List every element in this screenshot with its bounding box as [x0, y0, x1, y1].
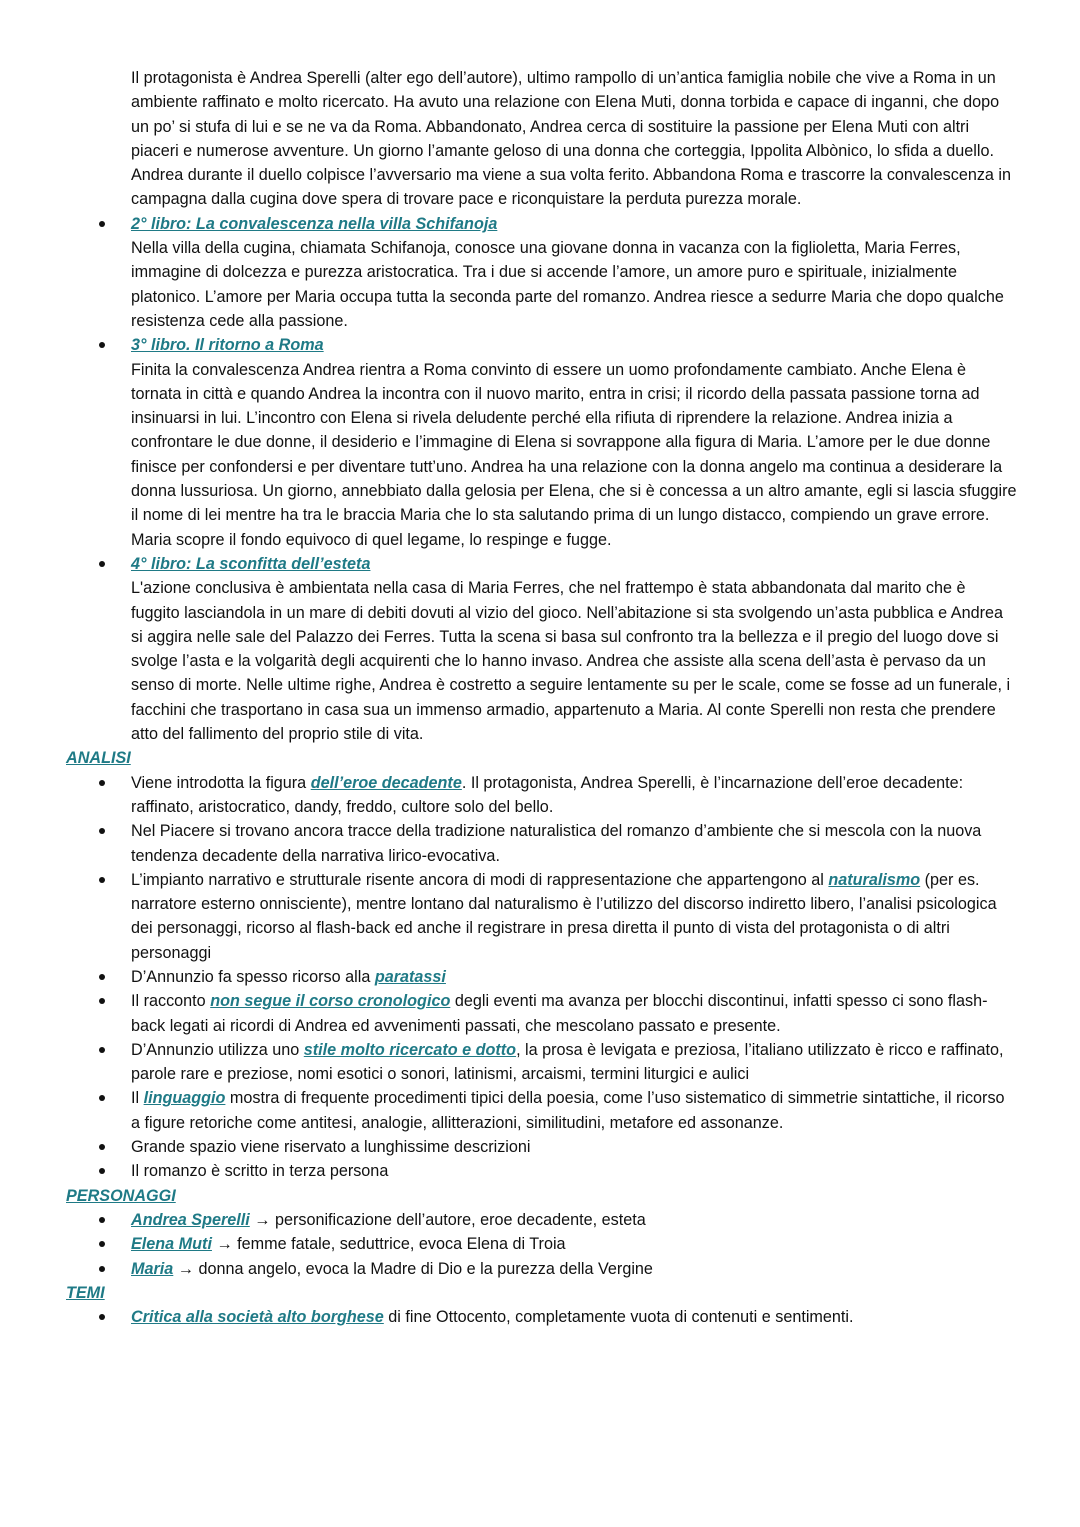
item-text: di fine Ottocento, completamente vuota di contenuti e sentimenti.	[383, 1308, 854, 1327]
list-item	[131, 1159, 1018, 1183]
keyword: Critica alla società alto borghese	[131, 1308, 384, 1327]
item-text: → femme fatale, seduttrice, evoca Elena di Troia	[211, 1235, 566, 1254]
item-text: Il romanzo è scritto in terza persona	[131, 1162, 389, 1181]
item-text: → personificazione dell’autore, eroe decadente, esteta	[249, 1210, 646, 1229]
list-item	[131, 1135, 1018, 1159]
item-text: (per es. narratore esterno onnisciente), mentre lontano dal naturalismo è l’utilizzo del discorso indiretto libero, l’analisi psicologica dei personaggi, ricorso al flash-back ed anche il registrare in presa diretta il punto di vista del protagonista o di altri personaggi	[131, 870, 997, 962]
keyword: Elena Muti	[131, 1235, 212, 1254]
book-item	[131, 333, 1018, 552]
item-text: → donna angelo, evoca la Madre di Dio e la purezza della Vergine	[173, 1259, 653, 1278]
book-title: 2° libro: La convalescenza nella villa Schifanoja	[131, 214, 498, 233]
keyword: dell’eroe decadente	[310, 773, 462, 792]
item-text: Viene introdotta la figura	[131, 773, 311, 792]
keyword: linguaggio	[143, 1089, 226, 1108]
temi-heading: TEMI	[66, 1283, 105, 1302]
temi-list	[0, 1305, 1080, 1329]
keyword: paratassi	[374, 967, 446, 986]
book-item	[131, 212, 1018, 333]
analisi-heading: ANALISI	[66, 749, 131, 768]
book-text: L'azione conclusiva è ambientata nella casa di Maria Ferres, che nel frattempo è stata abbandonata dal marito che è fuggito lasciandola in un mare di debiti dovuti al vizio del gioco. Nell’abitazione si sta svolgendo un’asta pubblica e Andrea si aggira nelle sale del Palazzo dei Ferres. Tutta la scena si basa sul confronto tra la bellezza e il pregio del luogo dove si svolge l’asta e la volgarità degli acquirenti che lo hanno invaso. Andrea che assiste alla scena dell’asta è pervaso da un senso di morte. Nelle ultime righe, Andrea è costretto a seguire lentamente su per le scale, come se fosse ad un funerale, i facchini che trasportano in casa sua un immenso armadio, appartenuto a Maria. Al conte Sperelli non resta che prendere atto del fallimento del proprio stile di vita.	[131, 579, 1011, 744]
keyword: naturalismo	[828, 870, 921, 889]
list-item	[131, 965, 1018, 989]
list-item	[131, 1305, 1018, 1329]
list-item	[131, 1208, 1018, 1232]
item-text: mostra di frequente procedimenti tipici della poesia, come l’uso sistematico di simmetrie sintattiche, il ricorso a figure retoriche come antitesi, analogie, allitterazioni, similitudini, metafore ed assonanze.	[131, 1089, 1005, 1132]
item-text: L’impianto narrativo e strutturale risente ancora di modi di rappresentazione che appartengono al	[131, 870, 829, 889]
list-item	[131, 1257, 1018, 1281]
item-text: Il	[131, 1089, 144, 1108]
book-title: 4° libro: La sconfitta dell’esteta	[131, 554, 371, 573]
book-text: Nella villa della cugina, chiamata Schifanoja, conosce una giovane donna in vacanza con la figlioletta, Maria Ferres, immagine di dolcezza e purezza aristocratica. Tra i due si accende l’amore, un amore puro e spirituale, inizialmente platonico. L’amore per Maria occupa tutta la seconda parte del romanzo. Andrea riesce a sedurre Maria che dopo qualche resistenza cede alla passione.	[131, 239, 1004, 330]
item-text: D’Annunzio fa spesso ricorso alla	[131, 967, 375, 986]
item-text: Il racconto	[131, 992, 211, 1011]
book-item	[131, 552, 1018, 746]
keyword: Maria	[131, 1259, 174, 1278]
list-item	[131, 868, 1018, 965]
list-item	[131, 819, 1018, 868]
keyword: non segue il corso cronologico	[210, 992, 451, 1011]
intro-paragraph: Il protagonista è Andrea Sperelli (alter ego dell’autore), ultimo rampollo di un’antica famiglia nobile che vive a Roma in un ambiente raffinato e molto ricercato. Ha avuto una relazione con Elena Muti, donna torbida e capace di inganni, che dopo un po’ si stufa di lui e se ne va da Roma. Abbandonato, Andrea cerca di sostituire la passione per Elena Muti con altri piaceri e numerose avventure. Un giorno l’amante geloso di una donna che corteggia, Ippolita Albònico, lo sfida a duello. Andrea durante il duello colpisce l’avversario ma viene a sua volta ferito. Abbandona Roma e trascorre la convalescenza in campagna dalla cugina dove spera di trovare pace e riconquistare la perduta purezza morale.	[131, 69, 1012, 209]
keyword: stile molto ricercato e dotto	[303, 1040, 517, 1059]
item-text: . Il protagonista, Andrea Sperelli, è l’incarnazione dell’eroe decadente: raffinato, aristocratico, dandy, freddo, cultore solo del bello.	[131, 773, 964, 816]
document-page	[0, 66, 1080, 1329]
list-item	[131, 771, 1018, 820]
item-text: D’Annunzio utilizza uno	[131, 1040, 304, 1059]
personaggi-list	[0, 1208, 1080, 1281]
analisi-list	[0, 771, 1080, 1184]
list-item	[131, 989, 1018, 1038]
item-text: , la prosa è levigata e preziosa, l’italiano utilizzato è ricco e raffinato, parole rare e preziose, nomi esotici o sonori, latinismi, arcaismi, termini liturgici e aulici	[131, 1040, 1004, 1084]
list-item	[131, 1038, 1018, 1087]
personaggi-heading: PERSONAGGI	[66, 1186, 176, 1205]
list-item	[131, 1232, 1018, 1256]
list-item	[131, 1086, 1018, 1135]
item-text: Grande spazio viene riservato a lunghissime descrizioni	[131, 1138, 531, 1157]
item-text: Nel Piacere si trovano ancora tracce della tradizione naturalistica del romanzo d’ambiente che si mescola con la nuova tendenza decadente della narrativa lirico-evocativa.	[131, 822, 982, 865]
book-title: 3° libro. Il ritorno a Roma	[131, 336, 324, 355]
item-text: degli eventi ma avanza per blocchi discontinui, infatti spesso ci sono flash-back legati ai ricordi di Andrea ed avvenimenti passati, che mescolano passato e presente.	[131, 992, 988, 1035]
keyword: Andrea Sperelli	[131, 1210, 250, 1229]
books-list	[0, 212, 1080, 747]
book-text: Finita la convalescenza Andrea rientra a Roma convinto di essere un uomo profondamente cambiato. Anche Elena è tornata in città e quando Andrea la incontra con il nuovo marito, entra in crisi; il ricordo della passata passione torna ad insinuarsi in lui. L’incontro con Elena si rivela deludente perché ella rifiuta di riprendere la relazione. Andrea inizia a confrontare le due donne, il desiderio e l’immagine di Elena si sovrappone alla figura di Maria. L’amore per le due donne finisce per confondersi e per diventare tutt’uno. Andrea ha una relazione con la donna angelo ma continua a desiderare la donna lussuriosa. Un giorno, annebbiato dalla gelosia per Elena, che si è concessa a un altro amante, egli si lascia sfuggire il nome di lei mentre ha tra le braccia Maria che lo sta salutando prima di un lungo distacco, compiendo un grave errore. Maria scopre il fondo equivoco di quel legame, lo respinge e fugge.	[131, 360, 1017, 549]
